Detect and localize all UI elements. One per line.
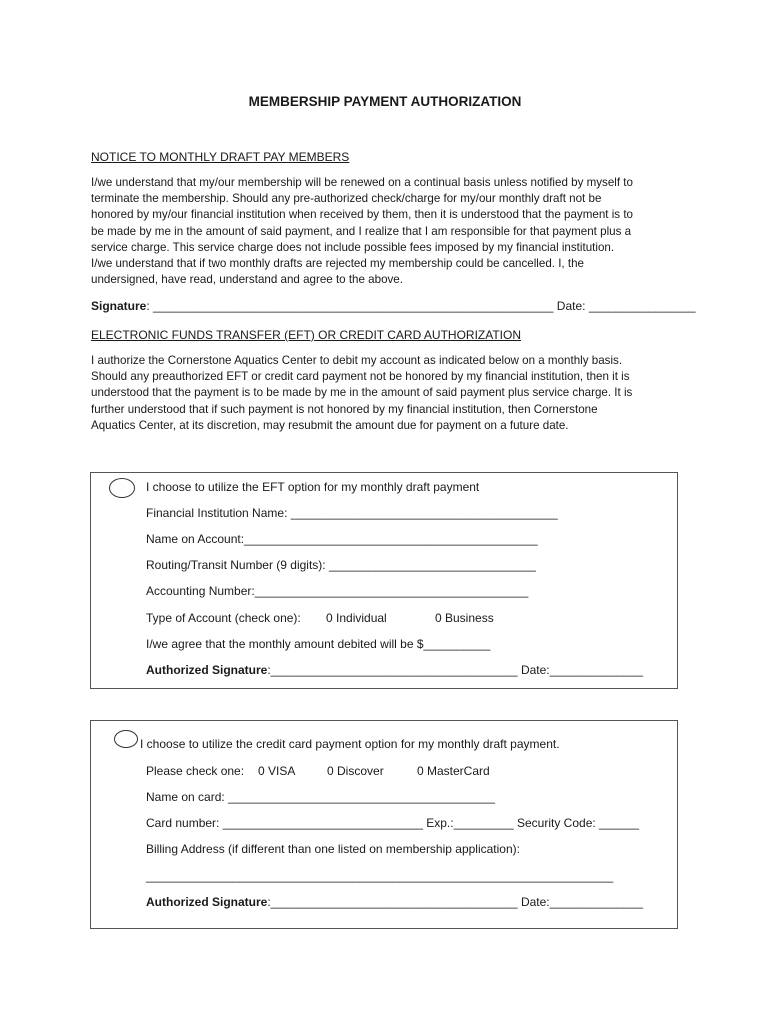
card-option-radio[interactable] — [114, 730, 138, 748]
eft-line: I authorize the Cornerstone Aquatics Center to debit my account as indicated below on a monthly basis. — [91, 354, 623, 367]
notice-line: be made by me in the amount of said payment, and I realize that I am responsible for that payment plus a — [91, 224, 632, 238]
account-type-row — [146, 611, 301, 625]
auth-signature-label: Authorized Signature — [146, 663, 268, 677]
notice-paragraph — [91, 175, 691, 288]
eft-line: further understood that if such payment is not honored by my financial institution, then Cornerstone — [91, 402, 598, 416]
eft-option-radio[interactable] — [109, 478, 135, 498]
account-type-label: Type of Account (check one): — [146, 611, 301, 625]
eft-choose-text: I choose to utilize the EFT option for my monthly draft payment — [146, 480, 480, 494]
eft-line: understood that the payment is to be made by me in the amount of said payment plus service charge. It is — [91, 386, 633, 400]
card-type-label: Please check one: — [146, 764, 245, 778]
date-blank[interactable]: ________________ — [588, 299, 696, 313]
eft-line: Should any preauthorized EFT or credit card payment not be honored by my financial institution, then it is — [91, 370, 630, 384]
account-number-field[interactable]: Accounting Number:_________________________________________ — [146, 584, 529, 598]
visa-checkbox[interactable]: 0 VISA — [258, 764, 296, 778]
institution-field[interactable]: Financial Institution Name: ________________________________________ — [146, 506, 558, 520]
notice-line: honored by my/our financial institution when received by them, then it is understood that the payment is to — [91, 208, 633, 222]
amount-field[interactable]: I/we agree that the monthly amount debited will be $__________ — [146, 637, 491, 651]
eft-heading: ELECTRONIC FUNDS TRANSFER (EFT) OR CREDIT CARD AUTHORIZATION — [91, 328, 522, 342]
auth-signature-blank[interactable]: :_____________________________________ Date:______________ — [267, 663, 644, 677]
notice-line: I/we understand that my/our membership will be renewed on a continual basis unless notified by myself to — [91, 176, 633, 189]
mastercard-checkbox[interactable]: 0 MasterCard — [417, 764, 490, 778]
eft-option-box — [90, 472, 678, 689]
signature-label: Signature — [91, 299, 147, 313]
discover-checkbox[interactable]: 0 Discover — [327, 764, 384, 778]
notice-line: I/we understand that if two monthly drafts are rejected my membership could be cancelled. I, the — [91, 257, 584, 271]
signature-blank[interactable]: : ____________________________________________________________ — [146, 299, 554, 313]
account-name-field[interactable]: Name on Account:____________________________________________ — [146, 532, 538, 546]
eft-line: Aquatics Center, at its discretion, may resubmit the amount due for payment on a future date. — [91, 418, 569, 432]
individual-checkbox[interactable]: 0 Individual — [326, 611, 387, 625]
billing-label: Billing Address (if different than one listed on membership application): — [146, 842, 520, 856]
date-label: Date: — [553, 299, 589, 313]
notice-signature-line[interactable] — [91, 299, 696, 313]
billing-field[interactable]: ______________________________________________________________________ — [146, 869, 614, 883]
business-checkbox[interactable]: 0 Business — [435, 611, 494, 625]
card-choose-text: I choose to utilize the credit card payment option for my monthly draft payment. — [140, 737, 560, 751]
routing-field[interactable]: Routing/Transit Number (9 digits): _______________________________ — [146, 558, 536, 572]
card-auth-signature-line[interactable] — [146, 895, 643, 909]
eft-paragraph — [91, 353, 691, 434]
notice-heading: NOTICE TO MONTHLY DRAFT PAY MEMBERS — [91, 150, 350, 164]
card-number-field[interactable]: Card number: ______________________________ Exp.:_________ Security Code: ______ — [146, 816, 640, 830]
eft-auth-signature-line[interactable] — [146, 663, 643, 677]
card-name-field[interactable]: Name on card: ________________________________________ — [146, 790, 495, 804]
page-title: MEMBERSHIP PAYMENT AUTHORIZATION — [248, 94, 522, 109]
notice-line: terminate the membership. Should any pre-authorized check/charge for my/our monthly draft not be — [91, 192, 602, 206]
auth-signature-label: Authorized Signature — [146, 895, 268, 909]
auth-signature-blank[interactable]: :_____________________________________ Date:______________ — [267, 895, 644, 909]
notice-line: undersigned, have read, understand and agree to the above. — [91, 273, 403, 287]
notice-line: service charge. This service charge does not include possible fees imposed by my financial institution. — [91, 240, 615, 254]
